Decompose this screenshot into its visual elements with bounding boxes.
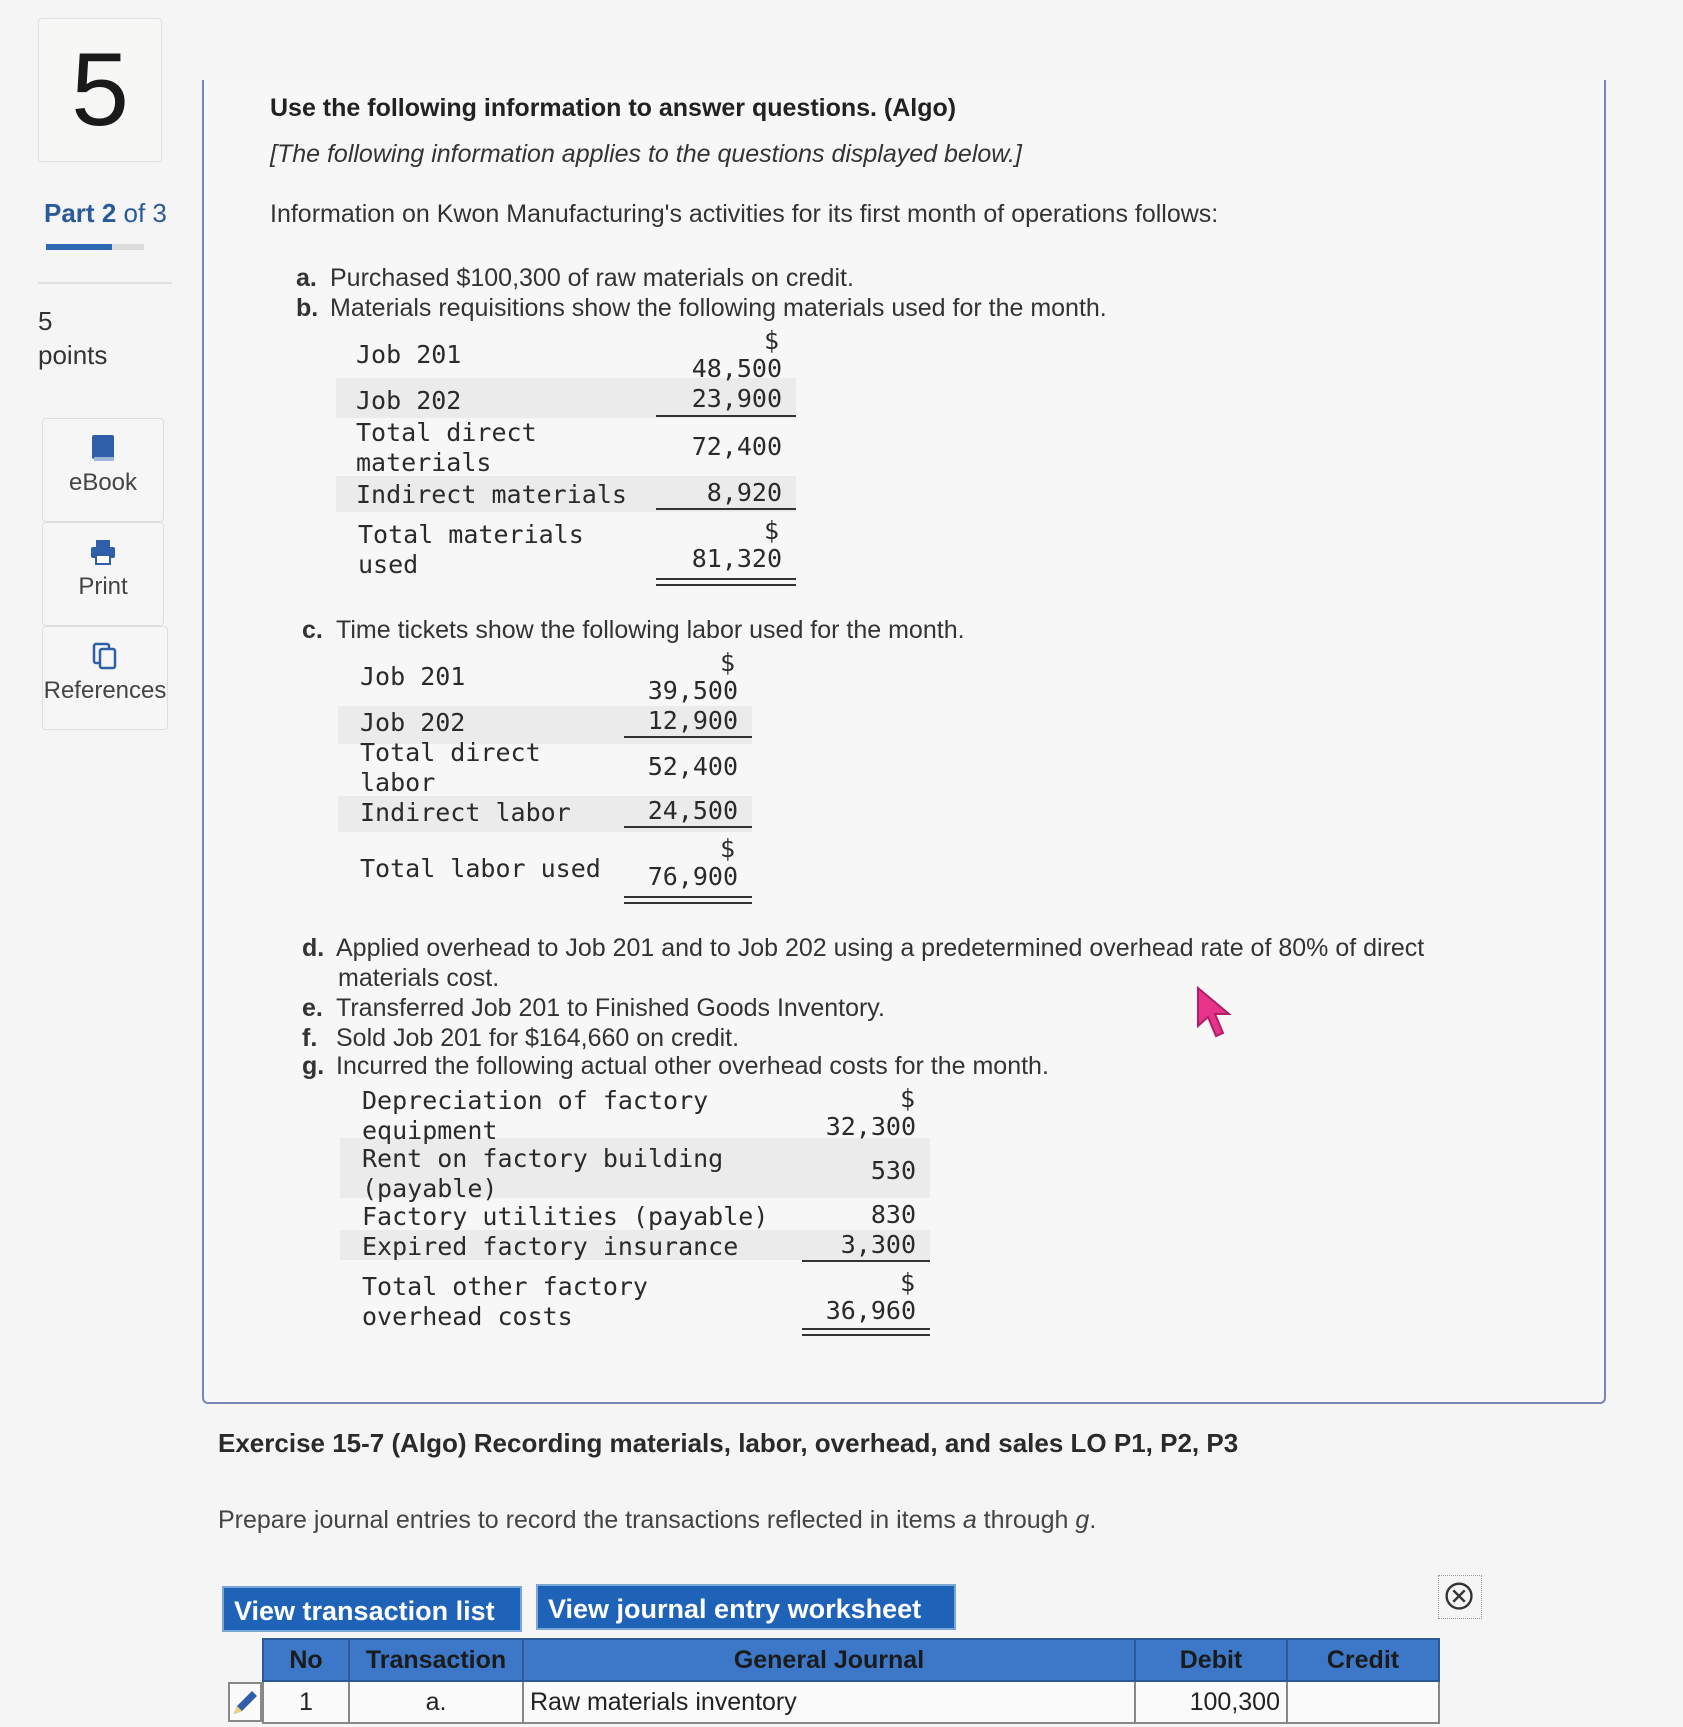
info-intro: Information on Kwon Manufacturing's activities for its first month of operations follows: [270,200,1219,228]
item-c [302,616,965,645]
prompt-text: Prepare journal entries to record the transactions reflected in items [218,1506,963,1534]
part-of: of 3 [123,198,167,228]
cell-account: Raw materials inventory [523,1681,1135,1723]
item-text: Incurred the following actual other overhead costs for the month. [336,1052,1049,1080]
part-prefix: Part [44,198,95,228]
materials-total-direct-amount: 72,400 [691,432,782,461]
points-value: 5 [38,306,53,336]
labor-job201-label: Job 201 [360,662,466,691]
labor-total-used-label: Total labor used [360,854,601,883]
total-double-rule [656,578,796,580]
item-letter: e. [302,994,323,1022]
mouse-cursor-icon [1196,986,1236,1042]
subtotal-rule [656,508,796,510]
total-double-rule [624,896,752,898]
close-button[interactable] [1438,1575,1482,1619]
item-text: Sold Job 201 for $164,660 on credit. [336,1024,740,1052]
materials-total-used-dollar: $ [764,516,780,545]
overhead-rent-label2: (payable) [362,1174,498,1203]
labor-total-direct-label2: labor [360,768,436,797]
sidebar-divider [38,282,172,284]
print-label: Print [78,573,128,600]
item-text: Transferred Job 201 to Finished Goods Inventory. [336,994,885,1022]
info-title: Use the following information to answer questions. (Algo) [270,94,957,122]
ebook-label: eBook [68,469,138,496]
item-letter: d. [302,934,325,962]
subtotal-rule [624,736,752,738]
part-indicator [44,198,167,229]
exercise-title: Exercise 15-7 (Algo) Recording materials, labor, overhead, and sales LO P1, P2, P3 [218,1428,1239,1458]
overhead-total-dollar: $ [900,1268,916,1297]
item-g [302,1052,1049,1081]
materials-total-used-label2: used [358,550,419,579]
close-circle-icon [1439,1576,1481,1618]
prompt-text: . [1089,1506,1097,1534]
info-note: [The following information applies to the questions displayed below.] [270,140,1022,168]
item-letter: b. [296,294,319,322]
prompt-letter-g: g [1075,1506,1090,1534]
view-transaction-list-button[interactable]: View transaction list [222,1586,522,1632]
total-double-rule [656,584,796,586]
materials-job201-label: Job 201 [356,340,462,369]
journal-header-row [263,1639,1439,1681]
item-d [302,934,1424,963]
overhead-total-amount: 36,960 [825,1296,916,1325]
col-credit: Credit [1287,1639,1439,1681]
print-button[interactable] [42,522,164,626]
overhead-depreciation-label1: Depreciation of factory [362,1086,709,1115]
materials-job201-amount: 48,500 [691,354,782,383]
item-text: Applied overhead to Job 201 and to Job 202 using a predetermined overhead rate of 80% of direct [336,934,1425,962]
total-double-rule [802,1328,930,1330]
overhead-total-label2: overhead costs [362,1302,573,1331]
materials-indirect-amount: 8,920 [706,478,782,507]
edit-entry-button[interactable] [228,1682,262,1722]
book-icon [88,433,118,463]
journal-table [262,1638,1440,1724]
part-progress-fill [46,244,112,250]
overhead-rent-amount: 530 [870,1156,916,1185]
item-letter: c. [302,616,323,644]
item-b [296,294,1107,323]
materials-total-used-amount: 81,320 [691,544,782,573]
labor-job202-label: Job 202 [360,708,466,737]
labor-job201-amount: 39,500 [647,676,738,705]
overhead-insurance-label: Expired factory insurance [362,1232,739,1261]
item-d-continued: materials cost. [338,964,500,992]
copy-icon [90,641,120,671]
item-letter: g. [302,1052,325,1080]
col-general-journal: General Journal [523,1639,1135,1681]
references-label: References [43,677,167,704]
pencil-icon [230,1684,260,1720]
printer-icon [88,537,118,567]
labor-total-direct-amount: 52,400 [647,752,738,781]
overhead-utilities-label: Factory utilities (payable) [362,1202,769,1231]
materials-total-direct-label1: Total direct [356,418,537,447]
cell-credit [1287,1681,1439,1723]
item-text: Materials requisitions show the following materials used for the month. [330,294,1107,322]
cell-no: 1 [263,1681,349,1723]
item-text: Purchased $100,300 of raw materials on credit. [330,264,854,292]
labor-total-used-amount: 76,900 [647,862,738,891]
labor-indirect-amount: 24,500 [647,796,738,825]
labor-job201-dollar: $ [720,648,736,677]
prompt-letter-a: a [962,1506,977,1534]
overhead-total-label1: Total other factory [362,1272,648,1301]
labor-indirect-label: Indirect labor [360,798,571,827]
points-label: points [38,340,108,370]
exercise-prompt [218,1506,1096,1535]
materials-total-direct-label2: materials [356,448,492,477]
question-number: 5 [38,18,162,162]
ebook-button[interactable] [42,418,164,522]
materials-total-used-label1: Total materials [358,520,584,549]
cell-debit: 100,300 [1135,1681,1287,1723]
subtotal-rule [656,415,796,417]
total-double-rule [624,902,752,904]
materials-job201-dollar: $ [764,326,780,355]
subtotal-rule [624,826,752,828]
item-letter: f. [302,1024,318,1052]
overhead-insurance-amount: 3,300 [840,1230,916,1259]
labor-total-used-dollar: $ [720,834,736,863]
prompt-text: through [976,1506,1076,1534]
col-no: No [263,1639,349,1681]
item-text: Time tickets show the following labor used for the month. [336,616,965,644]
overhead-depreciation-amount: 32,300 [825,1112,916,1141]
materials-job202-amount: 23,900 [691,384,782,413]
item-letter: a. [296,264,317,292]
cell-transaction: a. [349,1681,523,1723]
labor-job202-amount: 12,900 [647,706,738,735]
overhead-depreciation-dollar: $ [900,1084,916,1113]
overhead-depreciation-label2: equipment [362,1116,498,1145]
table-row [263,1681,1439,1723]
subtotal-rule [802,1260,930,1262]
item-e [302,994,885,1023]
view-journal-entry-worksheet-button[interactable]: View journal entry worksheet [536,1584,956,1630]
item-f [302,1024,739,1053]
item-a [296,264,854,293]
overhead-utilities-amount: 830 [870,1200,916,1229]
references-button[interactable] [42,626,168,730]
overhead-rent-label1: Rent on factory building [362,1144,724,1173]
labor-total-direct-label1: Total direct [360,738,541,767]
materials-job202-label: Job 202 [356,386,462,415]
col-debit: Debit [1135,1639,1287,1681]
materials-indirect-label: Indirect materials [356,480,627,509]
total-double-rule [802,1334,930,1336]
part-current: 2 [101,198,117,228]
col-transaction: Transaction [349,1639,523,1681]
